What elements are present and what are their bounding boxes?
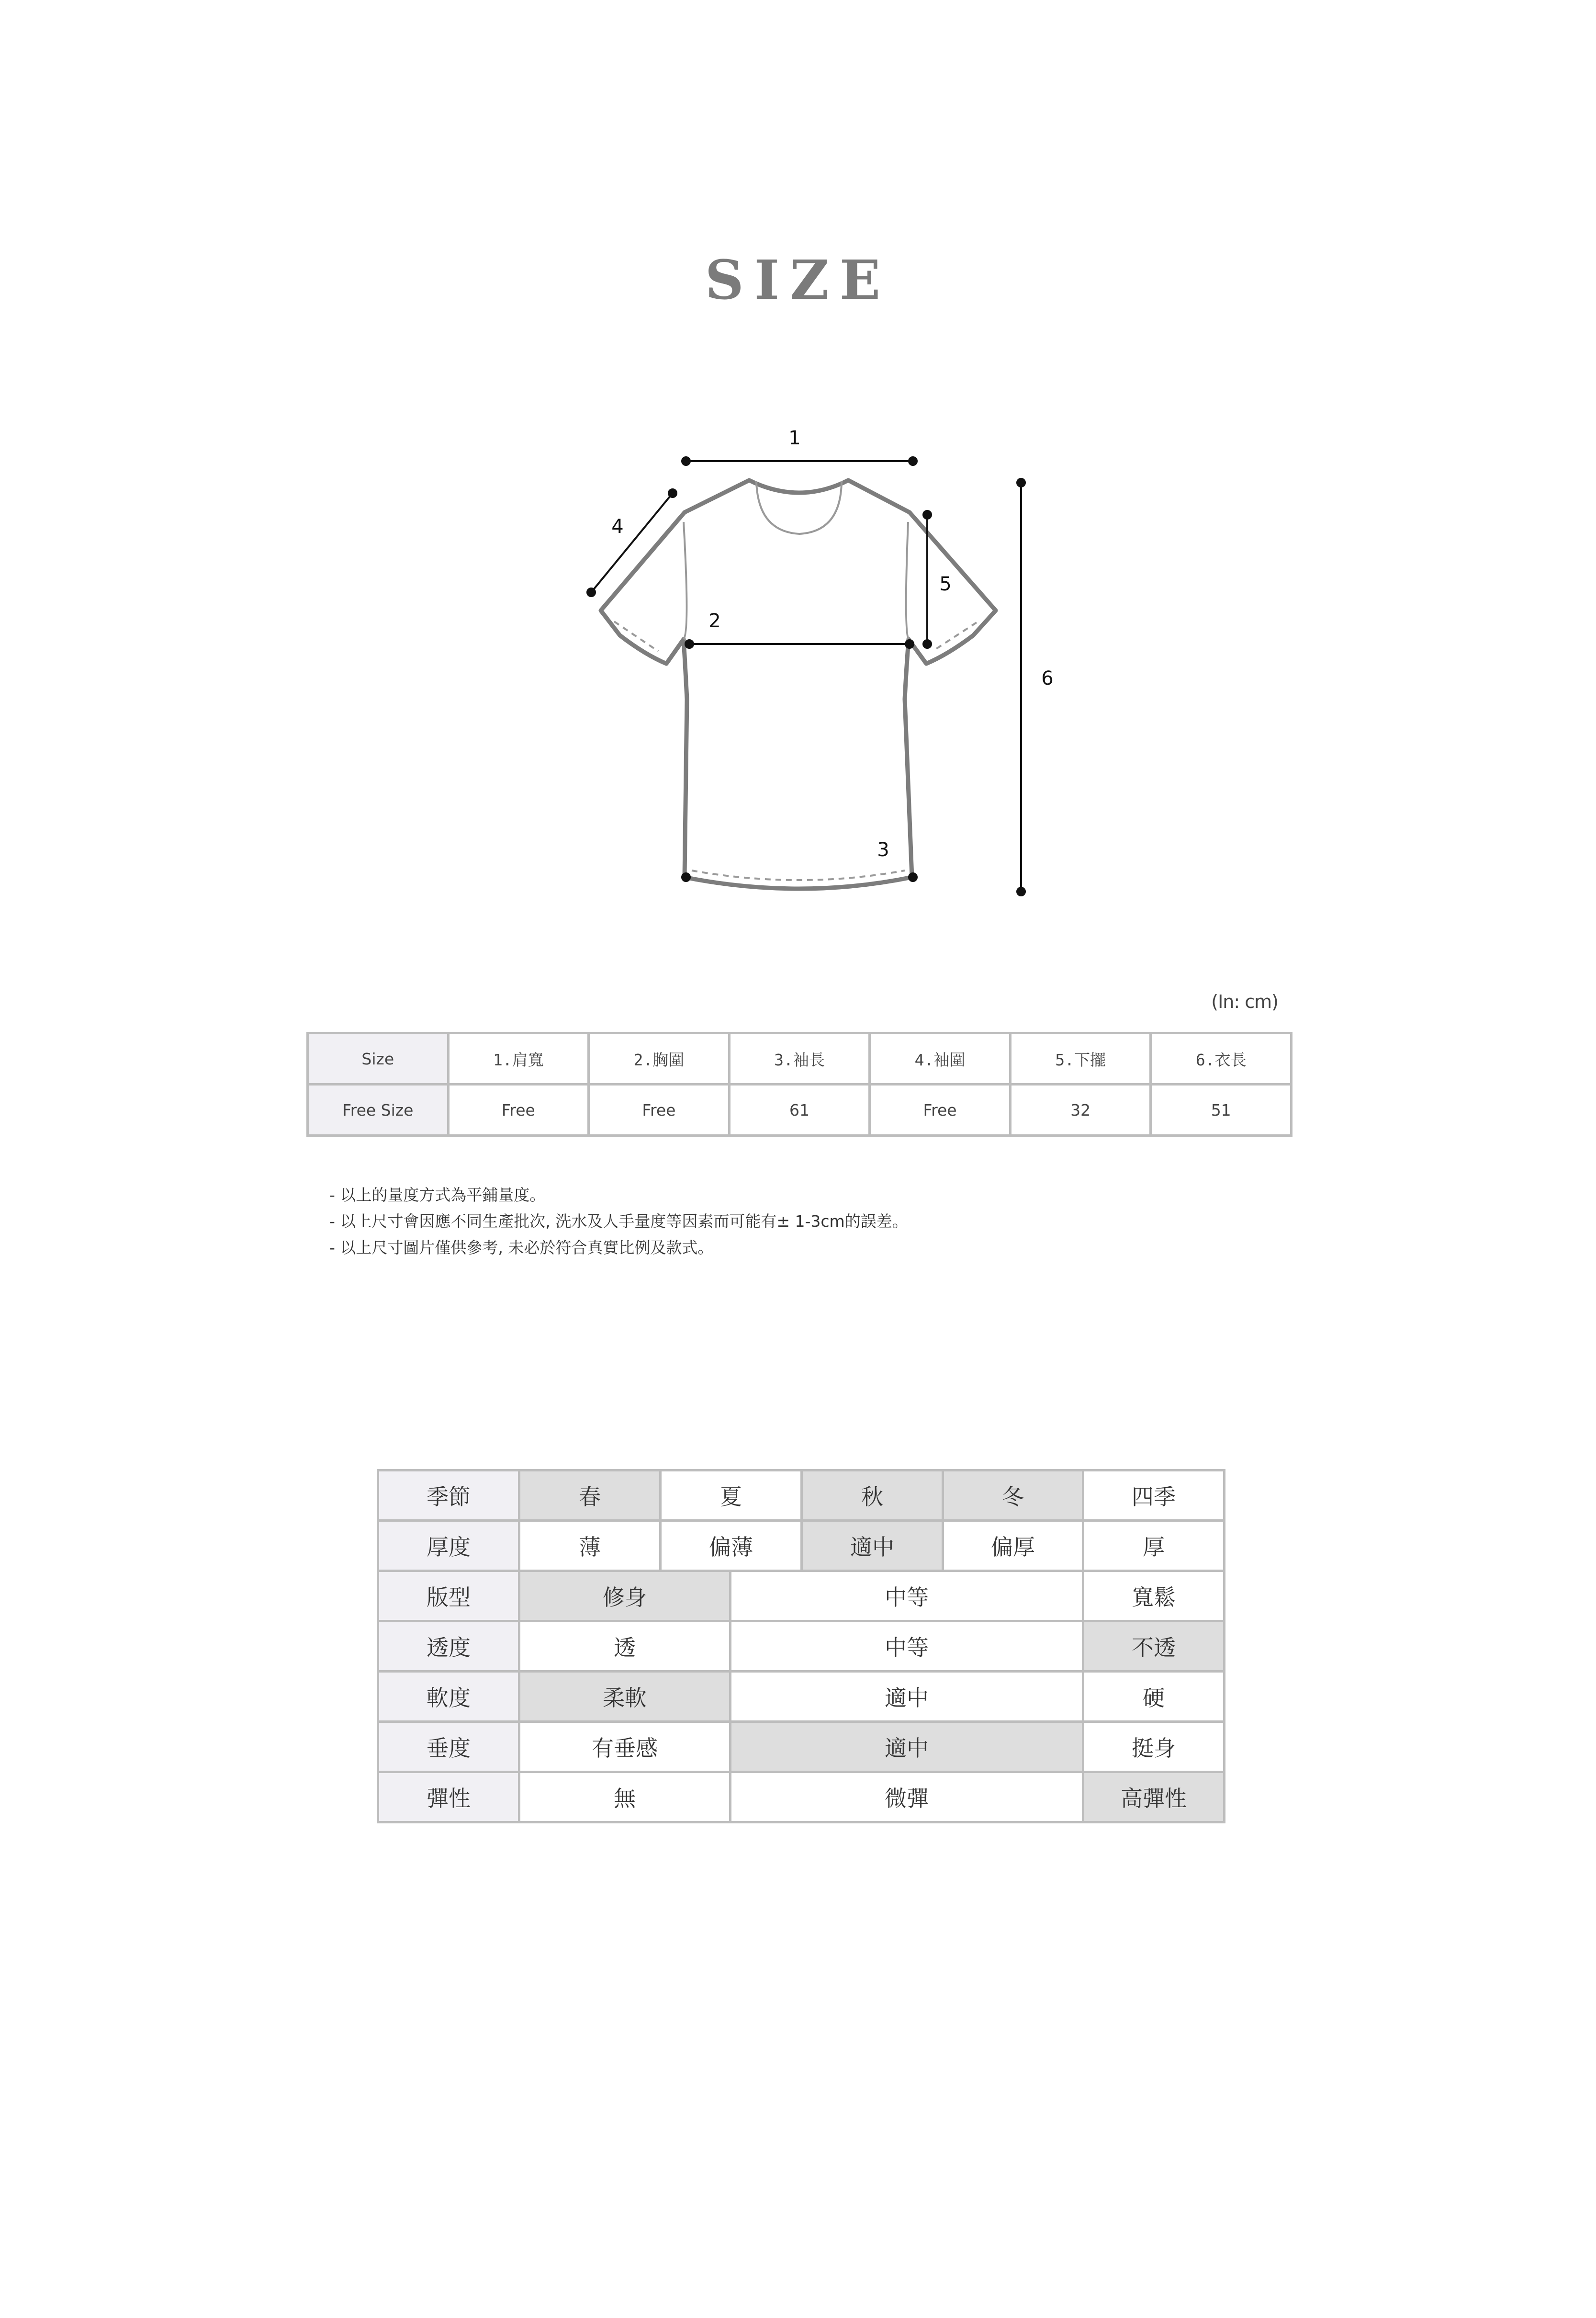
size-value-cell: Free (870, 1085, 1011, 1136)
size-table (306, 1032, 1293, 1137)
measure-label-2: 2 (708, 610, 721, 632)
attr-option: 無 (519, 1772, 731, 1822)
size-header-cell: Size (308, 1033, 449, 1085)
size-table-row (308, 1085, 1292, 1136)
attr-row-softness (378, 1672, 1225, 1722)
attr-label: 季節 (378, 1470, 519, 1521)
measure-label-5: 5 (939, 573, 952, 595)
size-header-cell: 6.衣長 (1151, 1033, 1292, 1085)
size-notes (329, 1182, 908, 1261)
note-line: - 以上尺寸圖片僅供參考, 未必於符合真實比例及款式。 (329, 1238, 714, 1257)
measure-label-6: 6 (1041, 667, 1054, 690)
attr-row-fit (378, 1571, 1225, 1621)
attr-option-selected: 適中 (802, 1521, 943, 1571)
attr-option: 寬鬆 (1083, 1571, 1225, 1621)
measure-label-4: 4 (611, 516, 624, 538)
size-header-cell: 3.袖長 (729, 1033, 870, 1085)
attr-option: 挺身 (1083, 1722, 1225, 1772)
note-line: - 以上的量度方式為平鋪量度。 (329, 1186, 546, 1204)
fabric-attribute-table (377, 1469, 1225, 1823)
attr-label: 彈性 (378, 1772, 519, 1822)
attr-option: 偏厚 (943, 1521, 1083, 1571)
attr-label: 軟度 (378, 1672, 519, 1722)
tshirt-outline-icon (601, 480, 996, 889)
measurement-lines (587, 457, 1025, 895)
attr-option: 四季 (1083, 1470, 1225, 1521)
note-line: - 以上尺寸會因應不同生產批次, 洗水及人手量度等因素而可能有± 1-3cm的誤差。 (329, 1212, 908, 1231)
attr-label: 版型 (378, 1571, 519, 1621)
size-table-header-row (308, 1033, 1292, 1085)
size-value-cell: 32 (1010, 1085, 1151, 1136)
attr-option-selected: 春 (519, 1470, 661, 1521)
size-value-cell: Free (448, 1085, 589, 1136)
attr-row-transparency (378, 1621, 1225, 1672)
attr-option-selected: 秋 (802, 1470, 943, 1521)
attr-option-selected: 高彈性 (1083, 1772, 1225, 1822)
size-value-cell: 51 (1151, 1085, 1292, 1136)
attr-option-selected: 修身 (519, 1571, 731, 1621)
measure-label-3: 3 (877, 839, 889, 861)
attr-option-selected: 冬 (943, 1470, 1083, 1521)
attr-row-drape (378, 1722, 1225, 1772)
attr-option: 硬 (1083, 1672, 1225, 1722)
size-header-cell: 1.肩寬 (448, 1033, 589, 1085)
unit-label: (In: cm) (1211, 991, 1278, 1012)
attr-option: 厚 (1083, 1521, 1225, 1571)
attr-label: 垂度 (378, 1722, 519, 1772)
attr-option: 中等 (731, 1571, 1083, 1621)
size-value-cell: Free (589, 1085, 730, 1136)
attr-option: 偏薄 (661, 1521, 802, 1571)
size-header-cell: 2.胸圍 (589, 1033, 730, 1085)
attr-row-thickness (378, 1521, 1225, 1571)
attr-option: 薄 (519, 1521, 661, 1571)
attr-option: 中等 (731, 1621, 1083, 1672)
attr-option: 有垂感 (519, 1722, 731, 1772)
attr-option: 透 (519, 1621, 731, 1672)
attr-option-selected: 適中 (731, 1722, 1083, 1772)
measure-label-1: 1 (788, 427, 801, 449)
page-title: SIZE (705, 249, 891, 312)
attr-option: 夏 (661, 1470, 802, 1521)
size-value-cell: 61 (729, 1085, 870, 1136)
tshirt-measurement-diagram (0, 0, 1596, 958)
attr-label: 透度 (378, 1621, 519, 1672)
attr-row-elasticity (378, 1772, 1225, 1822)
attr-option-selected: 柔軟 (519, 1672, 731, 1722)
attr-label: 厚度 (378, 1521, 519, 1571)
attr-option: 適中 (731, 1672, 1083, 1722)
size-value-cell: Free Size (308, 1085, 449, 1136)
size-header-cell: 5.下擺 (1010, 1033, 1151, 1085)
size-header-cell: 4.袖圍 (870, 1033, 1011, 1085)
attr-option-selected: 不透 (1083, 1621, 1225, 1672)
attr-row-season (378, 1470, 1225, 1521)
attr-option: 微彈 (731, 1772, 1083, 1822)
